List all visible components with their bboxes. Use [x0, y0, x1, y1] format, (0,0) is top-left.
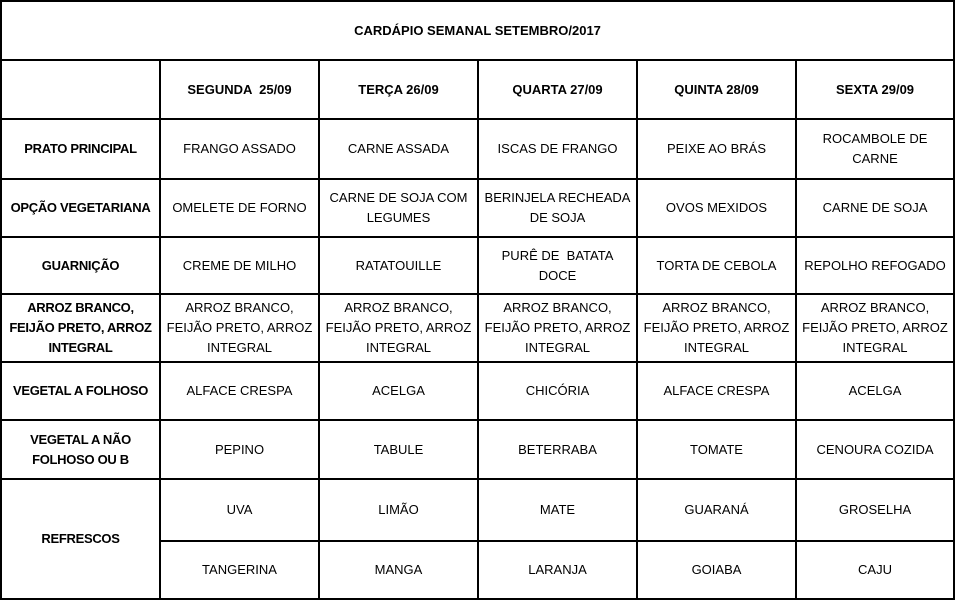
- menu-cell: REPOLHO REFOGADO: [796, 237, 954, 294]
- title-row: [1, 1, 954, 60]
- day-header-segunda: SEGUNDA 25/09: [160, 60, 319, 119]
- menu-cell: LIMÃO: [319, 479, 478, 541]
- menu-cell: CARNE ASSADA: [319, 119, 478, 179]
- row-label-vegetal-nao-folhoso: VEGETAL A NÃO FOLHOSO OU B: [1, 420, 160, 479]
- menu-cell: OMELETE DE FORNO: [160, 179, 319, 237]
- day-header-quinta: QUINTA 28/09: [637, 60, 796, 119]
- menu-cell: CENOURA COZIDA: [796, 420, 954, 479]
- menu-cell: ACELGA: [796, 362, 954, 420]
- menu-cell: ARROZ BRANCO, FEIJÃO PRETO, ARROZ INTEGRAL: [319, 294, 478, 362]
- menu-cell: OVOS MEXIDOS: [637, 179, 796, 237]
- menu-cell: ARROZ BRANCO, FEIJÃO PRETO, ARROZ INTEGRAL: [796, 294, 954, 362]
- day-header-sexta: SEXTA 29/09: [796, 60, 954, 119]
- row-label-refrescos: REFRESCOS: [1, 479, 160, 599]
- day-header-terca: TERÇA 26/09: [319, 60, 478, 119]
- menu-cell: PEPINO: [160, 420, 319, 479]
- menu-cell: PURÊ DE BATATA DOCE: [478, 237, 637, 294]
- table-row-arroz-feijao: [1, 294, 954, 362]
- menu-cell: LARANJA: [478, 541, 637, 599]
- menu-cell: ALFACE CRESPA: [160, 362, 319, 420]
- menu-cell: FRANGO ASSADO: [160, 119, 319, 179]
- table-row-vegetal-nao-folhoso: [1, 420, 954, 479]
- menu-cell: BETERRABA: [478, 420, 637, 479]
- menu-cell: TABULE: [319, 420, 478, 479]
- menu-cell: ARROZ BRANCO, FEIJÃO PRETO, ARROZ INTEGRAL: [160, 294, 319, 362]
- menu-cell: ARROZ BRANCO, FEIJÃO PRETO, ARROZ INTEGRAL: [637, 294, 796, 362]
- menu-cell: GUARANÁ: [637, 479, 796, 541]
- day-header-quarta: QUARTA 27/09: [478, 60, 637, 119]
- menu-cell: RATATOUILLE: [319, 237, 478, 294]
- menu-cell: ISCAS DE FRANGO: [478, 119, 637, 179]
- menu-cell: PEIXE AO BRÁS: [637, 119, 796, 179]
- menu-cell: UVA: [160, 479, 319, 541]
- menu-cell: TOMATE: [637, 420, 796, 479]
- menu-cell: MANGA: [319, 541, 478, 599]
- row-label-vegetal-folhoso: VEGETAL A FOLHOSO: [1, 362, 160, 420]
- table-title: CARDÁPIO SEMANAL SETEMBRO/2017: [1, 1, 954, 60]
- menu-cell: TANGERINA: [160, 541, 319, 599]
- menu-cell: CARNE DE SOJA: [796, 179, 954, 237]
- table-row-prato-principal: [1, 119, 954, 179]
- menu-cell: CHICÓRIA: [478, 362, 637, 420]
- row-label-opcao-vegetariana: OPÇÃO VEGETARIANA: [1, 179, 160, 237]
- menu-cell: BERINJELA RECHEADA DE SOJA: [478, 179, 637, 237]
- menu-cell: TORTA DE CEBOLA: [637, 237, 796, 294]
- row-label-arroz-feijao: ARROZ BRANCO, FEIJÃO PRETO, ARROZ INTEGRAL: [1, 294, 160, 362]
- row-label-guarnicao: GUARNIÇÃO: [1, 237, 160, 294]
- menu-cell: ROCAMBOLE DE CARNE: [796, 119, 954, 179]
- menu-cell: GOIABA: [637, 541, 796, 599]
- table-row-opcao-vegetariana: [1, 179, 954, 237]
- table-row-refrescos-1: [1, 479, 954, 541]
- menu-cell: CREME DE MILHO: [160, 237, 319, 294]
- menu-cell: ARROZ BRANCO, FEIJÃO PRETO, ARROZ INTEGRAL: [478, 294, 637, 362]
- header-row: [1, 60, 954, 119]
- menu-cell: MATE: [478, 479, 637, 541]
- table-row-guarnicao: [1, 237, 954, 294]
- row-label-prato-principal: PRATO PRINCIPAL: [1, 119, 160, 179]
- table-row-vegetal-folhoso: [1, 362, 954, 420]
- menu-cell: CARNE DE SOJA COM LEGUMES: [319, 179, 478, 237]
- menu-cell: ALFACE CRESPA: [637, 362, 796, 420]
- menu-cell: GROSELHA: [796, 479, 954, 541]
- menu-cell: ACELGA: [319, 362, 478, 420]
- menu-cell: CAJU: [796, 541, 954, 599]
- corner-cell: [1, 60, 160, 119]
